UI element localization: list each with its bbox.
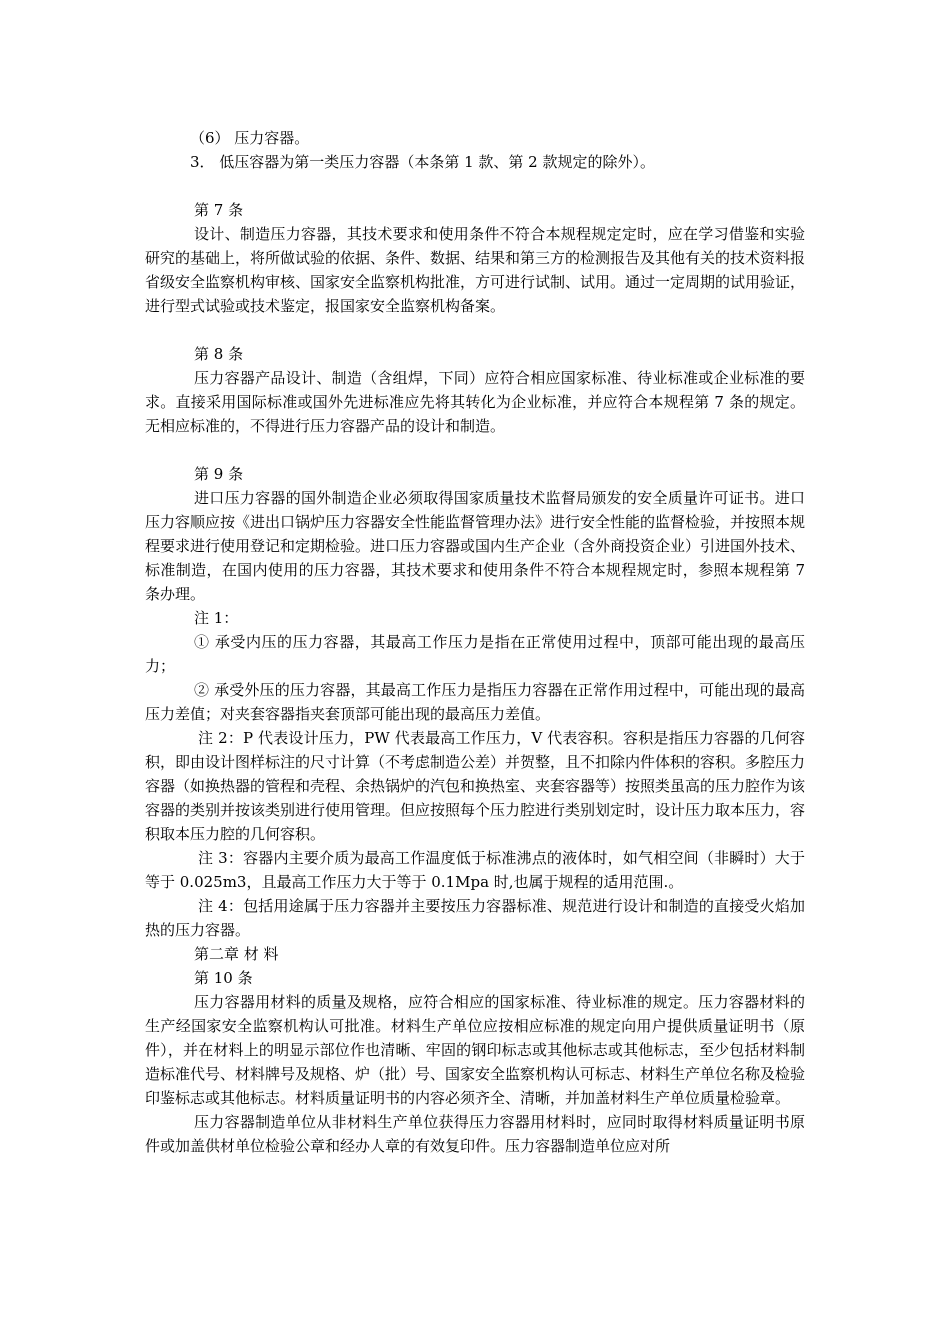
article-9-paragraph: 进口压力容器的国外制造企业必须取得国家质量技术监督局颁发的安全质量许可证书。进口压力容顺应按《进出口锅炉压力容器安全性能监督管理办法》进行安全性能的监督检验，并按照本规程要求进行使用登记和定期检验。进口压力容器或国内生产企业（含外商投资企业）引进国外技术、标准制造，在国内使用的压力容器，其技术要求和使用条件不符合本规程规定时，参照本规程第 7 条办理。 [145, 489, 806, 603]
article-10-paragraph-2: 压力容器制造单位从非材料生产单位获得压力容器用材料时，应同时取得材料质量证明书原件或加盖供材单位检验公章和经办人章的有效复印件。压力容器制造单位应对所 [145, 1113, 805, 1155]
note-1-item-a: ① 承受内压的压力容器，其最高工作压力是指在正常使用过程中，顶部可能出现的最高压力； [145, 633, 805, 675]
note-1-item-b: ② 承受外压的压力容器，其最高工作压力是指压力容器在正常作用过程中，可能出现的最高压力差值；对夹套容器指夹套顶部可能出现的最高压力差值。 [145, 681, 805, 723]
note-4-paragraph: 注 4：包括用途属于压力容器并主要按压力容器标准、规范进行设计和制造的直接受火焰加热的压力容器。 [145, 897, 805, 939]
article-7-heading: 第 7 条 [194, 201, 244, 219]
article-10-paragraph-1: 压力容器用材料的质量及规格，应符合相应的国家标准、待业标准的规定。压力容器材料的生产经国家安全监察机构认可批准。材料生产单位应按相应标准的规定向用户提供质量证明书（原件），并在材料上的明显示部位作也清晰、牢固的钢印标志或其他标志或其他标志，至少包括材料制造标准代号、材料牌号及规格、炉（批）号、国家安全监察机构认可标志、材料生产单位名称及检验印鉴标志或其他标志。材料质量证明书的内容必须齐全、清晰，并加盖材料生产单位质量检验章。 [145, 993, 806, 1107]
blank-line [145, 318, 805, 342]
note-1-heading: 注 1： [194, 609, 239, 627]
chapter-2-heading: 第二章 材 料 [194, 945, 279, 963]
blank-line [145, 174, 805, 198]
note-2-paragraph: 注 2：P 代表设计压力，PW 代表最高工作压力，V 代表容积。容积是指压力容器的几何容积，即由设计图样标注的尺寸计算（不考虑制造公差）并贺整，且不扣除内件体积的容积。多腔压力容器（如换热器的管程和壳程、余热锅炉的汽包和换热室、夹套容器等）按照类虽高的压力腔作为该容器的类别并按该类别进行使用管理。但应按照每个压力腔进行类别划定时，设计压力取本压力，容积取本压力腔的几何容积。 [145, 729, 806, 843]
article-8-paragraph: 压力容器产品设计、制造（含组焊，下同）应符合相应国家标准、待业标准或企业标准的要求。直接采用国际标准或国外先进标准应先将其转化为企业标准，并应符合本规程第 7 条的规定。无相应标准的，不得进行压力容器产品的设计和制造。 [145, 369, 805, 435]
document-body [145, 126, 805, 1158]
note-3-paragraph: 注 3：容器内主要介质为最高工作温度低于标准沸点的液体时，如气相空间（非瞬时）大于等于 0.025m3，且最高工作压力大于等于 0.1Mpa 时,也属于规程的适用范围.。 [145, 849, 805, 891]
article-8-heading: 第 8 条 [194, 345, 244, 363]
article-9-heading: 第 9 条 [194, 465, 244, 483]
article-10-heading: 第 10 条 [194, 969, 253, 987]
article-7-paragraph: 设计、制造压力容器，其技术要求和使用条件不符合本规程规定定时，应在学习借鉴和实验研究的基础上，将所做试验的依据、条件、数据、结果和第三方的检测报告及其他有关的技术资料报省级安全监察机构审核、国家安全监察机构批准，方可进行试制、试用。通过一定周期的试用验证，进行型式试验或技术鉴定，报国家安全监察机构备案。 [145, 225, 806, 315]
blank-line [145, 438, 805, 462]
list-item-3: 3． 低压容器为第一类压力容器（本条第 1 款、第 2 款规定的除外）。 [190, 153, 655, 171]
list-item-6: （6） 压力容器。 [190, 129, 310, 147]
